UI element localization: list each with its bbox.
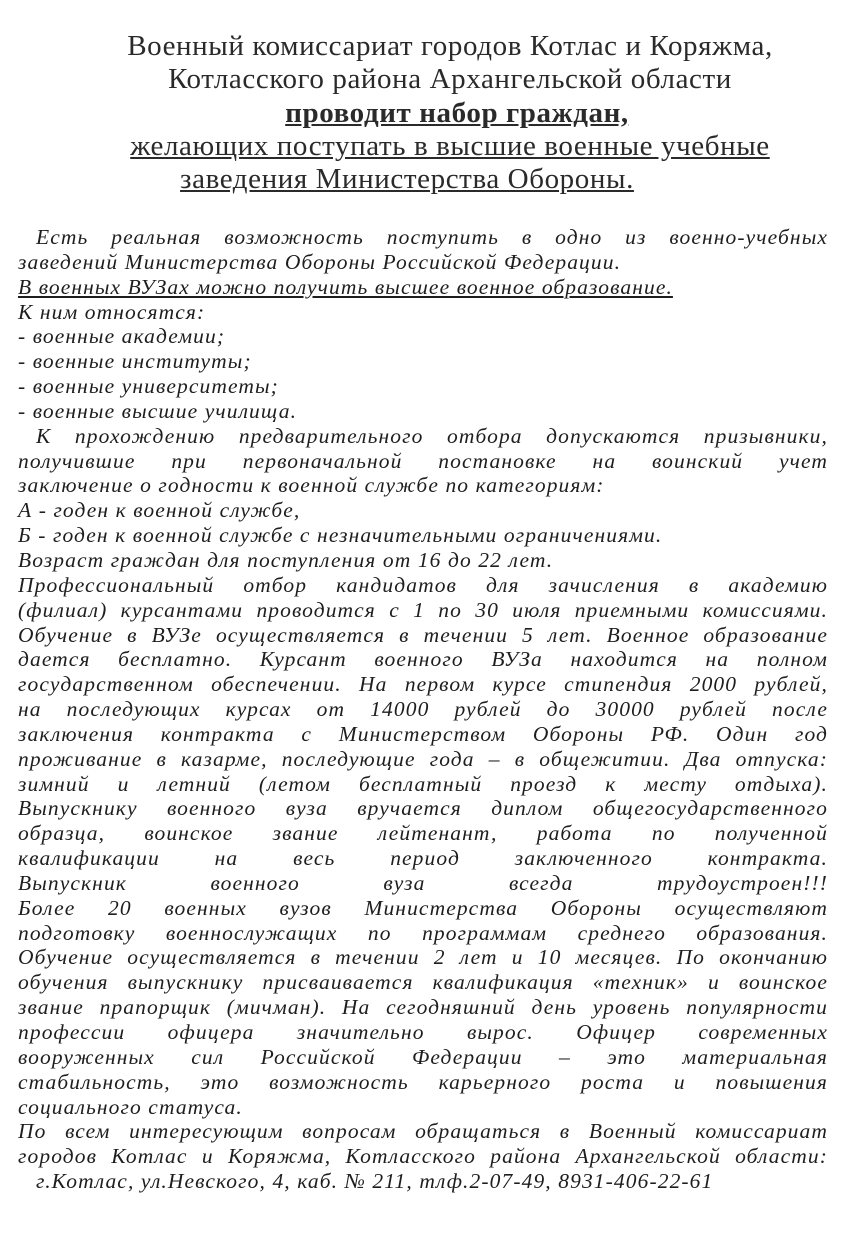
heading-line: Котласского района Архангельской области (168, 63, 732, 96)
body-text-line: профессии офицера значительно вырос. Офицер современных (18, 1020, 828, 1044)
body-text-line: Профессиональный отбор кандидатов для зачисления в академию (18, 572, 828, 597)
body-text-line: (филиал) курсантами проводится с 1 по 30 июля приемными комиссиями. (18, 597, 828, 622)
body-text-line: заключение о годности к военной службе по категориям: (18, 473, 605, 498)
body-text-line: Обучение в ВУЗе осуществляется в течении 5 лет. Военное образование (18, 622, 828, 647)
body-text-line: К прохождению предварительного отбора допускаются призывники, (36, 423, 828, 448)
heading-line: желающих поступать в высшие военные учебные (130, 129, 770, 162)
body-text-line: Возраст граждан для поступления от 16 до 22 лет. (18, 547, 554, 572)
body-text-line: заведений Министерства Обороны Российской Федерации. (18, 249, 622, 274)
body-text-line: стабильность, это возможность карьерного роста и повышения (18, 1069, 828, 1094)
body-text-line: - военные академии; (18, 324, 226, 349)
body-text-line: дается бесплатно. Курсант военного ВУЗа находится на полном (18, 647, 828, 672)
heading-emphasis: проводит набор граждан, (285, 96, 629, 129)
body-text-line: получившие при первоначальной постановке на воинский учет (18, 448, 828, 473)
body-text-line: заключения контракта с Министерством Обороны РФ. Один год (18, 721, 828, 746)
body-text-line: проживание в казарме, последующие года – в общежитии. Два отпуска: (18, 746, 828, 771)
body-text-line: Обучение осуществляется в течении 2 лет и 10 месяцев. По окончанию (18, 945, 828, 970)
body-text-line: - военные институты; (18, 349, 252, 374)
body-text-line: г.Котлас, ул.Невского, 4, каб. № 211, тлф.2-07-49, 8931-406-22-61 (36, 1169, 714, 1194)
body-text-line: Выпускник военного вуза всегда трудоустроен!!! (18, 870, 828, 895)
body-text-line: - военные университеты; (18, 374, 279, 399)
body-text-line: подготовку военнослужащих по программам среднего образования. (18, 920, 828, 945)
body-text-line: образца, воинское звание лейтенант, работа по полученной (18, 821, 828, 846)
heading-line: заведения Министерства Обороны. (180, 163, 634, 196)
body-text-line: зимний и летний (летом бесплатный проезд к месту отдыха). (18, 771, 828, 796)
body-text-line: По всем интересующим вопросам обращаться в Военный комиссариат (18, 1119, 828, 1144)
body-text-line: вооруженных сил Российской Федерации – это материальная (18, 1044, 828, 1069)
body-text-line: звание прапорщик (мичман). На сегодняшний день уровень популярности (18, 995, 828, 1020)
body-text-line: К ним относятся: (18, 299, 206, 324)
body-text-line: Более 20 военных вузов Министерства Обороны осуществляют (18, 895, 828, 920)
document-heading (0, 30, 864, 196)
body-text-line: квалификации на весь период заключенного контракта. (18, 846, 828, 871)
body-text-line: государственном обеспечении. На первом курсе стипендия 2000 рублей, (18, 672, 828, 697)
body-text-line: Выпускнику военного вуза вручается диплом общегосударственного (18, 796, 828, 821)
body-text-line: Б - годен к военной службе с незначительными ограничениями. (18, 523, 663, 548)
heading-line: Военный комиссариат городов Котлас и Коряжма, (127, 30, 773, 62)
body-text-line: - военные высшие училища. (18, 398, 298, 423)
body-text-line: социального статуса. (18, 1094, 243, 1119)
body-text-line: городов Котлас и Коряжма, Котласского района Архангельской области: (18, 1144, 828, 1169)
body-text-line: Есть реальная возможность поступить в одно из военно-учебных (36, 225, 828, 249)
body-text-line: на последующих курсах от 14000 рублей до 30000 рублей после (18, 697, 828, 722)
body-text-line: В военных ВУЗах можно получить высшее военное образование. (18, 274, 673, 299)
body-text-line: обучения выпускнику присваивается квалификация «техник» и воинское (18, 970, 828, 995)
document-body (18, 225, 828, 1194)
body-text-line: А - годен к военной службе, (18, 498, 301, 523)
